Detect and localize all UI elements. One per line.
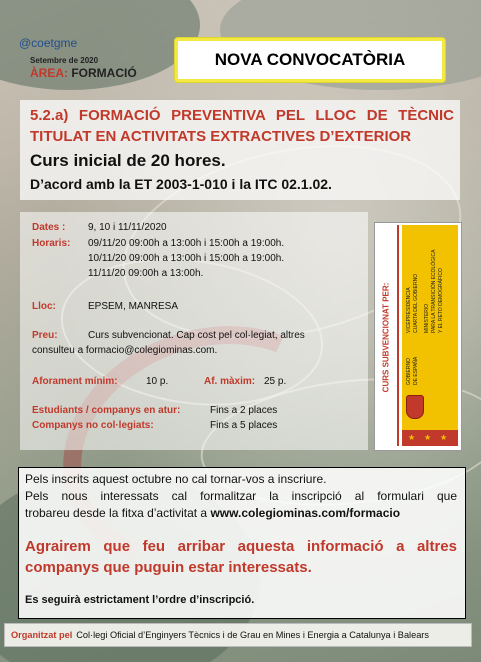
subsidy-divider [397,225,399,446]
social-handle[interactable]: @coetgme [19,36,78,50]
hours-line: 10/11/20 09:00h a 13:00h i 15:00h a 19:00h. [88,253,285,264]
share-request-line1: Agrairem que feu arribar aquesta informació a altres [25,538,457,555]
area-value: FORMACIÓ [71,66,137,80]
publication-date: Setembre de 2020 [30,56,99,65]
price-label: Preu: [32,330,58,341]
course-details [20,212,368,450]
organizer-label: Organitzat pel [11,630,73,640]
course-subtitle: Curs inicial de 20 hores. [30,151,226,170]
notice-box [18,467,466,619]
subsidy-label-wrap [379,231,393,443]
registration-order-note: Es seguirà estrictament l’ordre d’inscripció. [25,594,255,606]
government-line1: GOBIERNO [406,358,412,385]
course-title-box [20,100,460,200]
nonmembers-label: Companys no col·legiats: [32,420,154,431]
announcement-banner: NOVA CONVOCATÒRIA [175,38,445,82]
max-capacity-label: Af. màxim: [204,376,256,387]
subsidy-panel [374,222,462,451]
dates-row [32,222,65,233]
students-value: Fins a 2 places [210,405,278,416]
price-label-row [32,330,58,341]
course-regulation: D’acord amb la ET 2003-1-010 i la ITC 02.1.02. [30,176,332,192]
eu-star-icon: ★ [440,433,448,442]
ministry-line2: PARA LA TRANSICIÓN ECOLÓGICA [431,249,437,333]
students-label: Estudiants / companys en atur: [32,405,181,416]
training-link[interactable]: www.colegiominas.com/formacio [210,506,401,520]
area-label: ÀREA: [30,66,68,80]
nonmembers-value: Fins a 5 places [210,420,278,431]
ministry-line3: Y EL RETO DEMOGRÁFICO [438,268,444,333]
eu-star-icon: ★ [408,433,416,442]
students-label-row [32,405,180,416]
price-value-line1: Curs subvencionat. Cap cost pel col·legiat, altres [88,330,305,341]
vp-line1: VICEPRESIDENCIA [406,287,412,333]
coat-of-arms-icon [406,395,424,419]
organizer-footer [4,623,472,647]
nonmembers-label-row [32,420,154,431]
subsidy-label: CURS SUBVENCIONAT PER: [381,282,391,392]
min-capacity-value: 10 p. [146,376,169,387]
dates-label: Dates : [32,222,66,233]
notice-form-line2 [25,505,457,522]
place-label-row [32,301,56,312]
hours-line: 11/11/20 09:00h a 13:00h. [88,268,204,279]
share-request-line2: companys que puguin estar interessats. [25,559,312,576]
eu-star-icon: ★ [424,433,432,442]
place-value: EPSEM, MANRESA [88,301,179,312]
government-line2: DE ESPAÑA [413,356,419,385]
hours-label-row [32,238,70,249]
place-label: Lloc: [32,301,56,312]
notice-form-prefix: trobareu desde la fitxa d’activitat a [25,506,208,520]
price-value-line2[interactable]: consulteu a formacio@colegiominas.com. [32,345,218,356]
max-capacity-value: 25 p. [264,376,287,387]
notice-reregistration: Pels inscrits aquest octubre no cal tornar-vos a inscriure. [25,472,327,486]
vp-line2: CUARTA DEL GOBIERNO [413,273,419,333]
hours-line: 09/11/20 09:00h a 13:00h i 15:00h a 19:00h. [88,238,285,249]
min-capacity-label: Aforament mínim: [32,376,118,387]
organizer-name: Col·legi Oficial d’Enginyers Tècnics i de Grau en Mines i Energia a Catalunya i Balears [76,630,429,640]
max-capacity-label-row [204,376,255,387]
min-capacity-label-row [32,376,118,387]
spain-government-logo [402,225,458,446]
ministry-line1: MINISTERIO [424,303,430,333]
notice-form-line1: Pels nous interessats cal formalitzar la inscripció al formulari que [25,489,457,503]
area-heading [30,66,137,80]
hours-label: Horaris: [32,238,71,249]
course-title-line2: TITULAT EN ACTIVITATS EXTRACTIVES D’EXTERIOR [30,128,412,145]
dates-value: 9, 10 i 11/11/2020 [88,222,167,233]
course-title-line1: 5.2.a) FORMACIÓ PREVENTIVA PEL LLOC DE TÈCNIC [30,107,454,124]
